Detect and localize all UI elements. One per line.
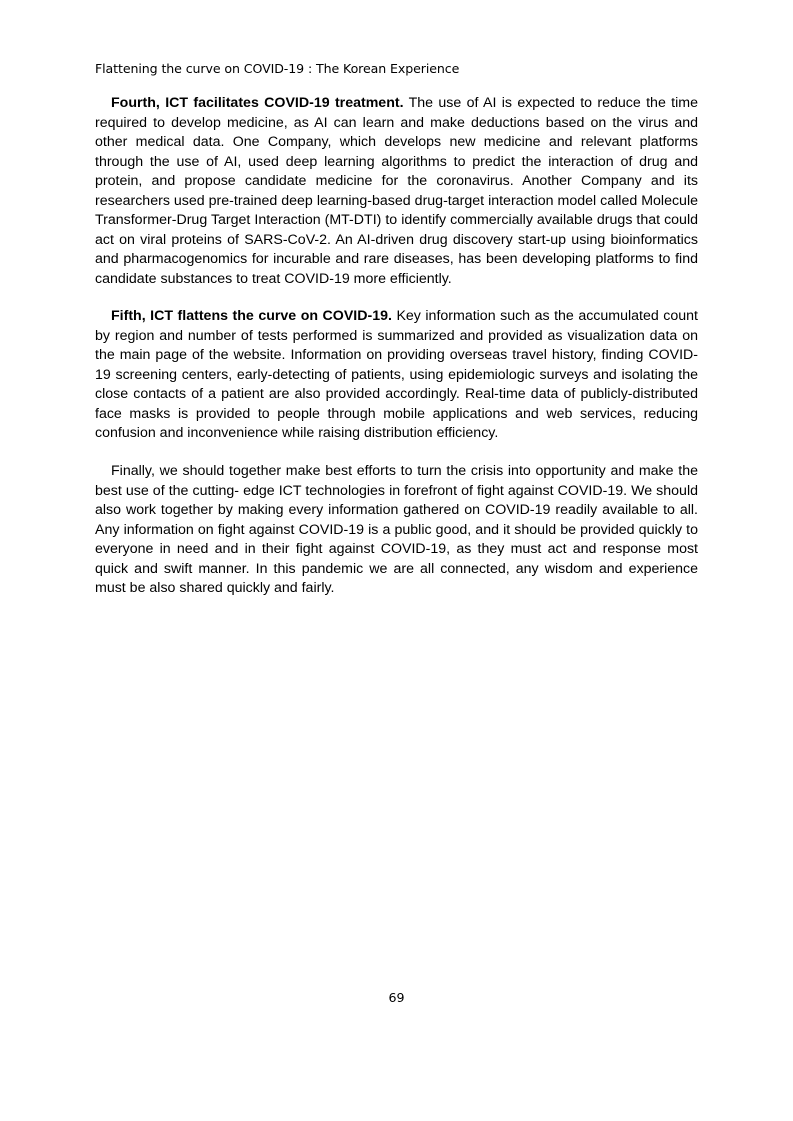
paragraph-fifth xyxy=(95,307,698,444)
body-text xyxy=(95,94,698,614)
paragraph-lead: Fifth, ICT flattens the curve on COVID-19. xyxy=(111,308,392,324)
paragraph-finally xyxy=(95,462,698,599)
paragraph-fourth xyxy=(95,94,698,289)
paragraph-lead: Fourth, ICT facilitates COVID-19 treatment. xyxy=(111,95,404,111)
paragraph-body: Key information such as the accumulated count by region and number of tests performed is summarized and provided as visualization data on the main page of the website. Information on providing overseas travel history, finding COVID-19 screening centers, early-detecting of patients, using epidemiologic surveys and isolating the close contacts of a patient are also provided accordingly. Real-time data of publicly-distributed face masks is provided to people through mobile applications and web services, reducing confusion and inconvenience while raising distribution efficiency. xyxy=(95,308,698,441)
paragraph-body: Finally, we should together make best efforts to turn the crisis into opportunity and make the best use of the cutting- edge ICT technologies in forefront of fight against COVID-19. We should also work together by making every information gathered on COVID-19 readily available to all. Any information on fight against COVID-19 is a public good, and it should be provided quickly to everyone in need and in their fight against COVID-19, as they must act and response most quick and swift manner. In this pandemic we are all connected, any wisdom and experience must be also shared quickly and fairly. xyxy=(95,463,698,596)
page-number: 69 xyxy=(388,990,405,1005)
paragraph-body: The use of AI is expected to reduce the time required to develop medicine, as AI can learn and make deductions based on the virus and other medical data. One Company, which develops new medicine and relevant platforms through the use of AI, used deep learning algorithms to predict the interaction of drug and protein, and propose candidate medicine for the coronavirus. Another Company and its researchers used pre-trained deep learning-based drug-target interaction model called Molecule Transformer-Drug Target Interaction (MT-DTI) to identify commercially available drugs that could act on viral proteins of SARS-CoV-2. An AI-driven drug discovery start-up using bioinformatics and pharmacogenomics for incurable and rare diseases, has been developing platforms to find candidate substances to treat COVID-19 more efficiently. xyxy=(95,95,698,287)
running-header: Flattening the curve on COVID-19 : The Korean Experience xyxy=(95,61,460,76)
